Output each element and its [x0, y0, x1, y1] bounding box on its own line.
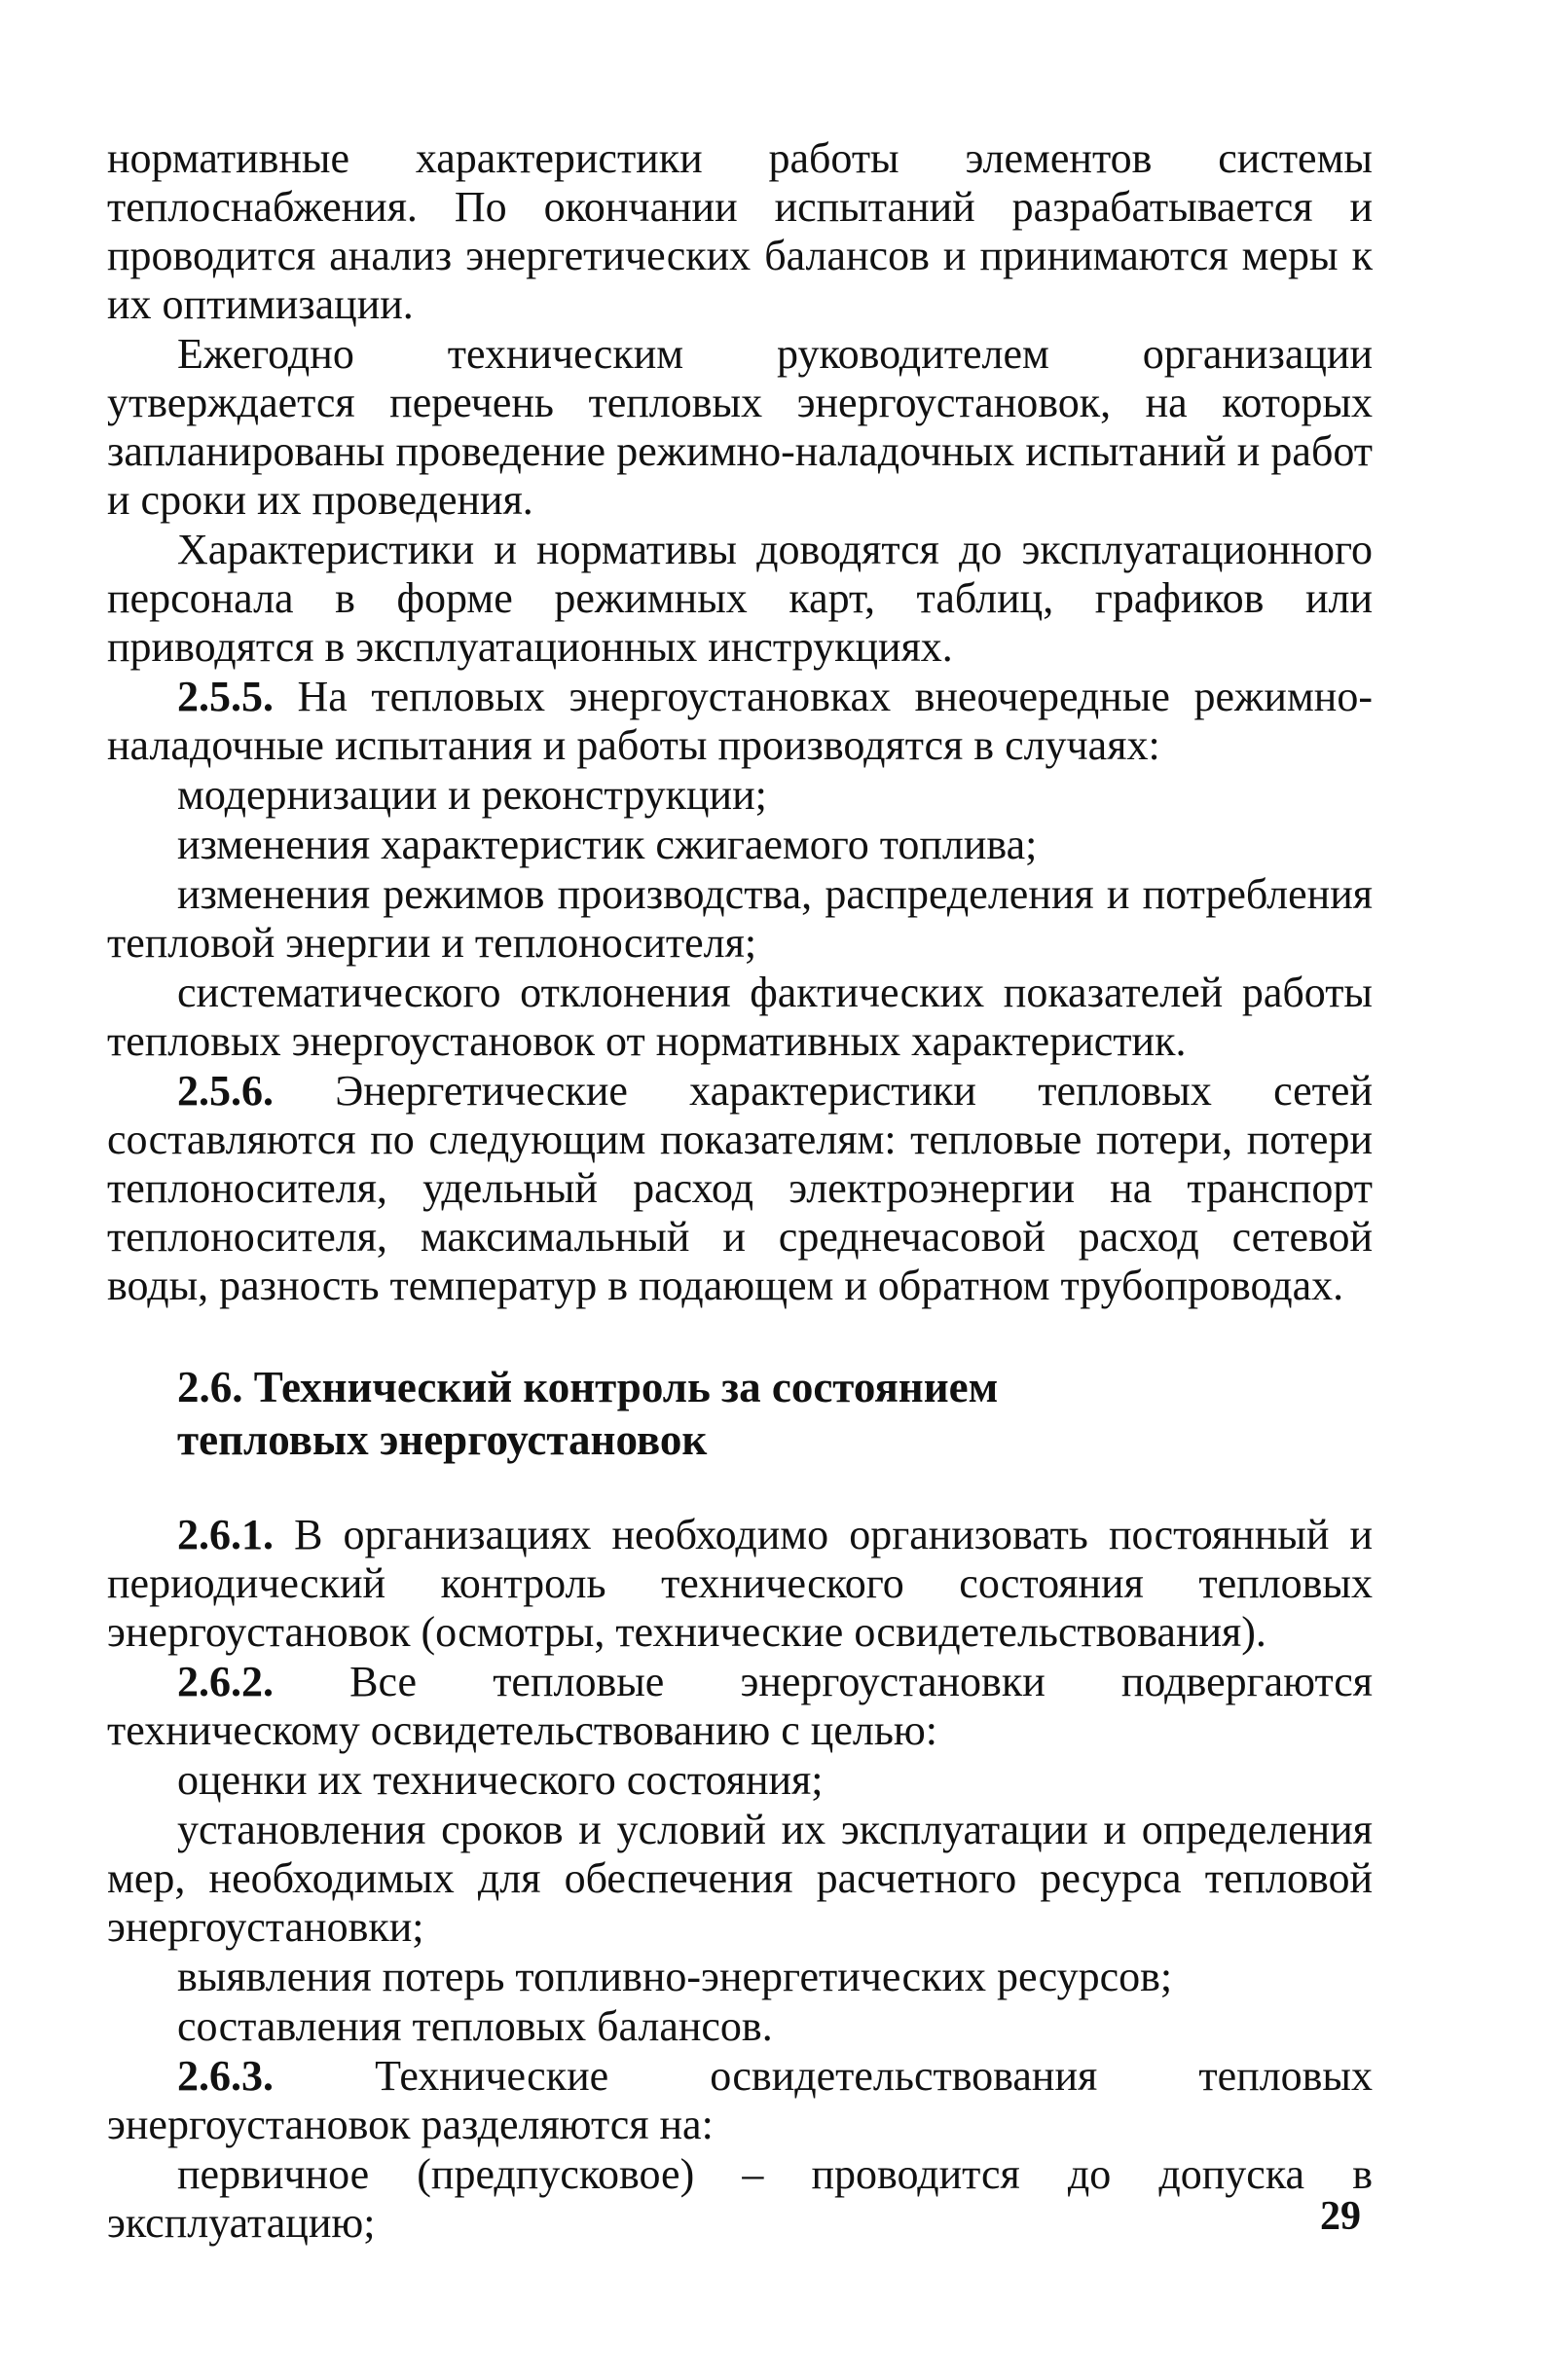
paragraph — [107, 969, 1373, 1066]
paragraph — [107, 1756, 1373, 1805]
paragraph-text: выявления потерь топливно-энергетических ресурсов; — [177, 1953, 1173, 2000]
paragraph-text: систематического отклонения фактических показателей работы тепловых энергоустановок от нормативных характеристик. — [107, 969, 1373, 1065]
paragraph-text: На тепловых энергоустановках внеочередные режимно-наладочные испытания и работы производятся в случаях: — [107, 673, 1373, 769]
paragraph-text: изменения режимов производства, распределения и потребления тепловой энергии и теплоносителя; — [107, 870, 1373, 967]
page-number: 29 — [1320, 2194, 1361, 2239]
paragraph — [107, 870, 1373, 968]
paragraph-text: модернизации и реконструкции; — [177, 771, 767, 819]
paragraph — [107, 1511, 1373, 1657]
paragraph — [107, 526, 1373, 672]
paragraph-text: Все тепловые энергоустановки подвергаются техническому освидетельствованию с целью: — [107, 1658, 1373, 1754]
paragraph-text: оценки их технического состояния; — [177, 1756, 824, 1804]
paragraph — [107, 2052, 1373, 2149]
paragraph-text: Характеристики и нормативы доводятся до эксплуатационного персонала в форме режимных карт, таблиц, графиков или приводятся в эксплуатационных инструкциях. — [107, 526, 1373, 671]
clause-number: 2.6.2. — [177, 1658, 274, 1705]
paragraph — [107, 1067, 1373, 1310]
paragraph-text: В организациях необходимо организовать постоянный и периодический контроль технического состояния тепловых энергоустановок (осмотры, технические освидетельствования). — [107, 1511, 1373, 1656]
paragraph — [107, 673, 1373, 770]
section-heading — [177, 1361, 1373, 1466]
paragraph — [107, 771, 1373, 820]
section-heading-line-1: 2.6. Технический контроль за состоянием — [177, 1363, 999, 1411]
paragraph-text: Энергетические характеристики тепловых сетей составляются по следующим показателям: тепловые потери, потери теплоносителя, удельный расход электроэнергии на транспорт теплоносителя, максимальный и среднечасовой расход сетевой воды, разность температур в подающем и обратном трубопроводах. — [107, 1067, 1373, 1309]
paragraph — [107, 1658, 1373, 1755]
paragraph-text: Технические освидетельствования тепловых энергоустановок разделяются на: — [107, 2052, 1373, 2148]
paragraph — [107, 2150, 1373, 2248]
text-block — [107, 134, 1373, 2249]
paragraphs-bottom — [107, 1511, 1373, 2248]
paragraph-text: установления сроков и условий их эксплуатации и определения мер, необходимых для обеспечения расчетного ресурса тепловой энергоустановки; — [107, 1806, 1373, 1951]
paragraph — [107, 1953, 1373, 2001]
paragraph-text: Ежегодно техническим руководителем организации утверждается перечень тепловых энергоустановок, на которых запланированы проведение режимно-наладочных испытаний и работ и сроки их проведения. — [107, 330, 1373, 524]
section-heading-line-2: тепловых энергоустановок — [177, 1415, 708, 1464]
clause-number: 2.5.5. — [177, 673, 274, 720]
clause-number: 2.6.1. — [177, 1511, 274, 1558]
clause-number: 2.6.3. — [177, 2052, 274, 2100]
clause-number: 2.5.6. — [177, 1067, 274, 1115]
paragraph-text: первичное (предпусковое) – проводится до допуска в эксплуатацию; — [107, 2150, 1373, 2247]
paragraph-text: нормативные характеристики работы элементов системы теплоснабжения. По окончании испытаний разрабатывается и проводится анализ энергетических балансов и принимаются меры к их оптимизации. — [107, 134, 1373, 328]
paragraph — [107, 2002, 1373, 2051]
paragraphs-top — [107, 134, 1373, 1310]
paragraph — [107, 134, 1373, 329]
paragraph-text: изменения характеристик сжигаемого топлива; — [177, 821, 1038, 868]
paragraph-text: составления тепловых балансов. — [177, 2002, 773, 2050]
paragraph — [107, 821, 1373, 869]
paragraph — [107, 1806, 1373, 1952]
paragraph — [107, 330, 1373, 525]
